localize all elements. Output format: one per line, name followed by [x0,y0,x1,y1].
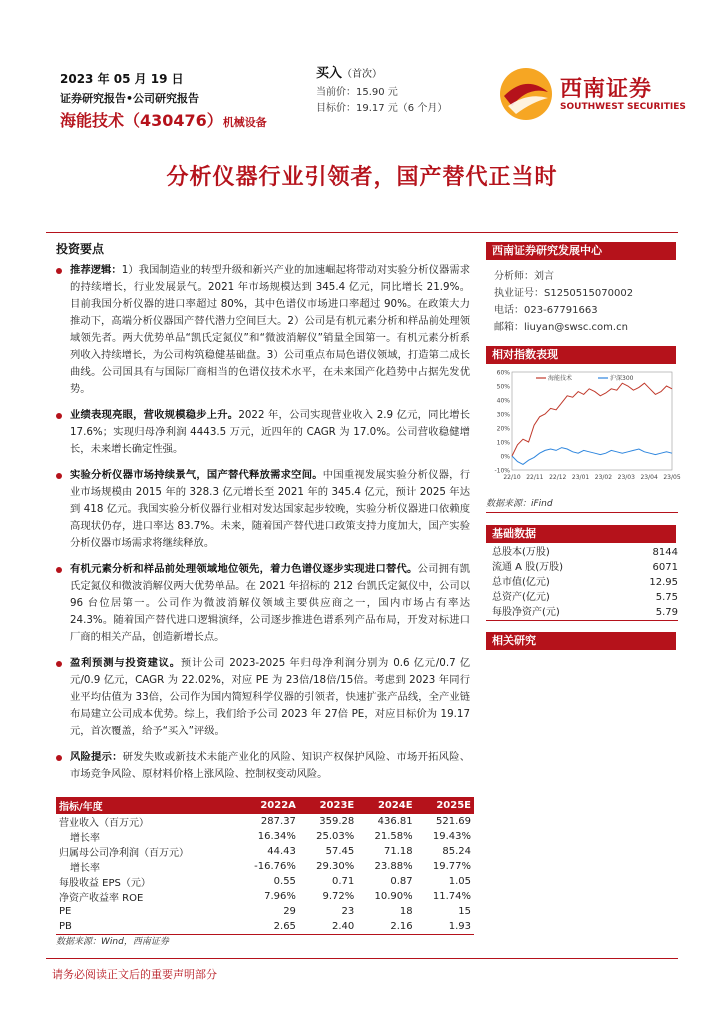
table-row [56,904,474,919]
industry-label: 机械设备 [222,116,267,129]
summary-bullet [56,561,470,646]
cell-value: 0.55 [273,876,296,887]
chart-source: 数据来源：iFind [486,499,553,509]
logo-english: SOUTHWEST SECURITIES [560,102,686,112]
table-header-cell: 2022A [236,797,299,814]
row-label: 每股收益 EPS（元） [59,878,151,889]
table-row [56,814,474,829]
cell-value: 19.43% [432,831,471,842]
analyst-info [494,268,633,336]
y-tick-label: 0% [500,453,510,461]
logo-name: 西南证券 [560,76,653,102]
cell-value: 85.24 [442,846,471,857]
rating-value: 买入 [316,66,343,81]
summary-bullet [56,467,470,552]
table-header-cell: 2025E [416,797,474,814]
bullet-dot-icon [56,268,62,274]
bullet-dot-icon [56,755,62,761]
table-source: 数据来源：Wind，西南证券 [56,937,169,947]
basics-label: 总股本(万股) [492,547,550,558]
bullet-text: 中国重视发展实验分析仪器，行业市场规模由 2015 年的 328.3 亿元增长至 2021 年的 345.4 亿元，预计 2025 年达到 418 亿元。我国实验分析仪器行业相对发达国家起步较晚，实验分析仪器进口依赖度高现状仍存，进口率达 83.7%。未来，随着国产替代进口政策支持力度加大，国产实验分析仪器市场需求将继续释放。 [70,469,471,549]
bullet-text: 研发失败或新技术未能产业化的风险、知识产权保护风险、市场开拓风险、市场竞争风险、原材料价格上涨风险、控制权变动风险。 [70,751,471,780]
cell-value: 0.71 [332,876,355,887]
cell-value: 23 [341,906,355,917]
table-row [56,874,474,889]
cell-value: 521.69 [436,816,471,827]
cell-value: 0.87 [390,876,413,887]
row-label: 增长率 [70,833,100,844]
analyst-name: 分析师：刘言 [494,271,554,282]
cell-value: 9.72% [322,891,355,902]
x-tick-label: 23/03 [617,474,635,481]
basics-label: 流通 A 股(万股) [492,562,564,573]
basics-row [492,545,678,560]
table-header-cell: 2023E [299,797,357,814]
cell-value: 7.96% [264,891,296,902]
basics-label: 总资产(亿元) [492,592,550,603]
cell-value: 1.05 [448,876,471,887]
bullet-text: 公司拥有凯氏定氮仪和微波消解仪两大优势单品。在 2021 年招标的 212 台凯氏定氮仪中，公司以 96 台位居第一。公司作为微波消解仪领域主要供应商之一，国内市场占有率达 24.3%。随着国产替代进口逻辑演绎，公司逐步推进色谱系列产品布局，开发对标进口厂商的相关产品，创造新增长点。 [70,563,471,643]
cell-value: 287.37 [260,816,296,827]
bullet-heading: 盈利预测与投资建议。 [70,657,181,669]
table-row [56,829,474,844]
relative-index-chart [486,366,682,484]
bullet-text: 1）我国制造业的转型升级和新兴产业的加速崛起将带动对实验分析仪器需求的持续增长，行业发展景气。2021 年市场规模达到 345.4 亿元，同比增长 21.9%。目前我国分析仪器的进口率超过 80%，其中色谱仪市场进口率超过 90%。在政策大力推动下，高端分析仪器国产替代潜力空间巨大。2）公司是有机元素分析和样品前处理领域领先者。两大优势单品“凯氏定氮仪”和“微波消解仪”销量全国第一。有机元素分析系列收入持续增长，为公司构筑稳健基础盘。3）公司重点布局色谱仪领域，打造第二成长曲线。公司国具有与国际厂商相当的色谱仪技术水平，在未来国产化趋势中占据先发优势。 [70,264,471,395]
summary-bullets [56,262,470,792]
cell-value: 11.74% [432,891,471,902]
cell-value: 18 [399,906,413,917]
cell-value: 436.81 [377,816,413,827]
divider [486,620,678,621]
x-tick-label: 23/05 [663,474,681,481]
analyst-email[interactable]: 邮箱：liuyan@swsc.com.cn [494,322,628,333]
basics-label: 每股净资产(元) [492,607,560,618]
series-line-index [512,448,672,465]
y-tick-label: 50% [496,383,510,391]
bullet-text: 2022 年，公司实现营业收入 2.9 亿元，同比增长 17.6%；实现归母净利润 4443.5 万元，近四年的 CAGR 为 17.0%。公司营收稳健增长，未来增长确定性强。 [70,409,471,455]
analyst-license: 执业证号：S1250515070002 [494,288,634,299]
bullet-dot-icon [56,567,62,573]
x-tick-label: 23/04 [640,474,658,481]
company-ticker: 海能技术（430476） [60,111,223,130]
bullet-text: 预计公司 2023-2025 年归母净利润分别为 0.6 亿元/0.7 亿元/0.9 亿元，CAGR 为 22.02%，对应 PE 为 23倍/18倍/15倍。考虑到 2023 年同行业平均估值为 33倍，公司作为国内简短科学仪器的引领者，快速扩张产品线，全产业链布局建立公司成本优势。综上，我们给予公司 2023 年 27倍 PE，对应目标价为 19.17 元，首次覆盖，给予“买入”评级。 [70,657,470,737]
cell-value: 15 [458,906,471,917]
x-tick-label: 23/01 [571,474,590,481]
report-header [60,70,267,131]
y-tick-label: 10% [496,439,510,447]
y-tick-label: 40% [496,397,510,405]
row-label: 归属母公司净利润（百万元） [59,848,189,859]
cell-value: 21.58% [374,831,413,842]
basics-row [492,590,678,605]
basics-value: 5.75 [655,592,678,603]
series-line-stock [512,383,672,456]
basics-value: 8144 [652,547,678,558]
disclaimer-footer[interactable]: 请务必阅读正文后的重要声明部分 [52,968,217,981]
rating-note: （首次） [342,69,383,80]
cell-value: 23.88% [374,861,413,872]
cell-value: 2.16 [357,919,415,935]
cell-value: 29 [283,906,296,917]
basics-value: 12.95 [649,577,678,588]
analyst-phone: 电话：023-67791663 [494,305,598,316]
basics-value: 5.79 [655,607,678,618]
table-header-cell: 2024E [357,797,415,814]
row-label: 净资产收益率 ROE [59,893,144,904]
basics-row [492,560,678,575]
basics-value: 6071 [652,562,678,573]
bullet-heading: 推荐逻辑： [70,264,122,276]
logo-emblem-icon [498,66,554,122]
y-tick-label: 60% [496,369,510,377]
bullet-dot-icon [56,473,62,479]
bullet-heading: 有机元素分析和样品前处理领域地位领先，着力色谱仪逐步实现进口替代。 [70,563,418,575]
report-title: 分析仪器行业引领者，国产替代正当时 [166,165,558,190]
financial-forecast-table [56,797,474,935]
x-tick-label: 22/11 [526,474,544,481]
rating [316,66,447,83]
bullet-heading: 业绩表现亮眼，营收规模稳步上升。 [70,409,239,421]
divider [46,958,678,959]
basics-row [492,605,678,620]
brand-logo [498,66,686,122]
row-label: 增长率 [70,863,100,874]
related-research-bar: 相关研究 [486,632,676,650]
x-tick-label: 22/10 [503,474,521,481]
cell-value: 359.28 [319,816,355,827]
legend-label: 沪深300 [610,375,634,382]
table-row [56,844,474,859]
basics-label: 总市值(亿元) [492,577,550,588]
relative-index-bar: 相对指数表现 [486,346,676,364]
bullet-heading: 实验分析仪器市场持续景气，国产替代释放需求空间。 [70,469,323,481]
row-label: PB [56,919,236,935]
table-row [56,859,474,874]
bullet-heading: 风险提示： [70,751,123,763]
cell-value: 44.43 [267,846,296,857]
summary-heading: 投资要点 [56,242,105,256]
bullet-dot-icon [56,661,62,667]
y-tick-label: -10% [494,467,510,475]
summary-bullet [56,749,470,783]
rating-block [316,66,447,117]
row-label: PE [59,906,72,917]
table-header-cell: 指标/年度 [56,797,236,814]
cell-value: 71.18 [383,846,413,857]
table-row [56,919,474,935]
basics-bar: 基础数据 [486,525,676,543]
legend-label: 海能技术 [548,375,573,382]
cell-value: 57.45 [325,846,355,857]
y-tick-label: 20% [496,425,510,433]
summary-bullet [56,262,470,398]
summary-bullet [56,655,470,740]
divider [46,232,678,233]
cell-value: 1.93 [416,919,474,935]
target-price: 目标价：19.17 元（6 个月） [316,103,448,114]
report-type: 证券研究报告•公司研究报告 [60,92,200,105]
divider [486,512,678,513]
bullet-dot-icon [56,413,62,419]
company-name [60,108,267,131]
cell-value: 25.03% [316,831,355,842]
research-center-bar: 西南证券研究发展中心 [486,242,676,260]
x-tick-label: 23/02 [594,474,613,481]
cell-value: -16.76% [254,861,296,872]
x-tick-label: 22/12 [549,474,567,481]
y-tick-label: 30% [496,411,510,419]
row-label: 营业收入（百万元） [59,818,149,829]
cell-value: 2.65 [236,919,299,935]
basics-table [492,545,678,620]
table-row [56,889,474,904]
basics-row [492,575,678,590]
cell-value: 16.34% [257,831,296,842]
current-price: 当前价：15.90 元 [316,87,398,98]
summary-bullet [56,407,470,458]
cell-value: 2.40 [299,919,357,935]
cell-value: 29.30% [316,861,355,872]
cell-value: 10.90% [374,891,413,902]
report-date: 2023 年 05 月 19 日 [60,72,184,86]
cell-value: 19.77% [432,861,471,872]
